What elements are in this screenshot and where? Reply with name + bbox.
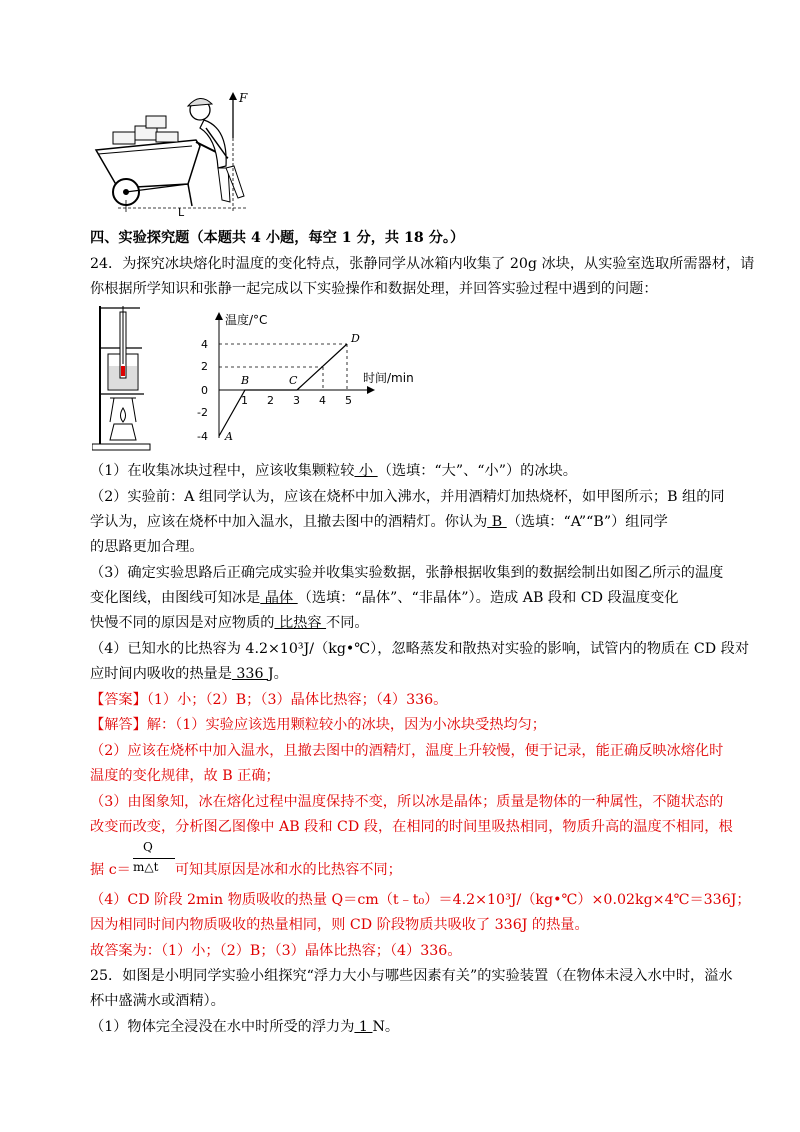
wheelbarrow-figure — [88, 88, 263, 218]
q24-part2-3: 的思路更加合理。 — [90, 539, 204, 555]
fraction-denominator: m△t — [133, 860, 159, 874]
q24-stem-2: 你根据所学知识和张静一起完成以下实验操作和数据处理，并回答实验过程中遇到的问题： — [90, 281, 658, 297]
answer-blank: 336 — [231, 666, 268, 682]
y-tick: 4 — [201, 338, 208, 351]
analysis-line-3: 温度的变化规律，故 B 正确； — [90, 768, 280, 784]
formula-fraction — [133, 840, 193, 880]
y-tick: -4 — [197, 430, 208, 443]
answer-blank: 晶体 — [260, 590, 298, 606]
analysis-line-1: 【解答】解：（1）实验应该选用颗粒较小的冰块，因为小冰块受热均匀； — [90, 717, 546, 733]
analysis-line-2: （2）应该在烧杯中加入温水，且撤去图中的酒精灯，温度上升较慢，便于记录，能正确反映冰熔化时 — [90, 743, 724, 759]
answer-tag: 【答案】 — [90, 692, 147, 708]
q24-part4-1: （4）已知水的比热容为 4.2×10³J/（kg•℃），忽略蒸发和散热对实验的影响，试管内的物质在 CD 段对 — [90, 641, 750, 657]
q24-part2-2: 学认为，应该在烧杯中加入温水，且撤去图中的酒精灯。你认为 B （选填：“A”“B”）组同学 — [90, 514, 668, 530]
y-tick: -2 — [197, 406, 208, 419]
q24-part3-3: 快慢不同的原因是对应物质的 比热容 不同。 — [90, 615, 369, 631]
x-tick: 1 — [241, 394, 248, 407]
q24-part3-2: 变化图线，由图线可知冰是 晶体 （选填：“晶体”、“非晶体”）。造成 AB 段和 CD 段温度变化 — [90, 590, 679, 606]
analysis-line-9: 故答案为：（1）小；（2）B；（3）晶体比热容；（4）336。 — [90, 943, 462, 959]
answer-line: 【答案】（1）小；（2）B；（3）晶体比热容；（4）336。 — [90, 692, 448, 708]
point-label-b: B — [241, 374, 250, 387]
q24-stem-1: 24．为探究冰块熔化时温度的变化特点，张静同学从冰箱内收集了 20g 冰块，从实验室选取所需器材，请 — [90, 256, 755, 272]
q24-part2-1: （2）实验前：A 组同学认为，应该在烧杯中加入沸水，并用酒精灯加热烧杯，如甲图所示；B 组的同 — [90, 489, 725, 505]
q24-part1: （1）在收集冰块过程中，应该收集颗粒较 小 （选填：“大”、“小”）的冰块。 — [90, 463, 577, 479]
analysis-line-6: 据 c＝ 可知其原因是冰和水的比热容不同； — [90, 862, 402, 878]
x-tick: 4 — [319, 394, 326, 407]
x-tick: 3 — [293, 394, 300, 407]
y-tick: 0 — [201, 384, 208, 397]
q25-stem-2: 杯中盛满水或酒精）。 — [90, 993, 225, 1009]
analysis-line-7: （4）CD 阶段 2min 物质吸收的热量 Q＝cm（t﹣t₀）＝4.2×10³J/（kg•℃）×0.02kg×4℃＝336J； — [90, 892, 751, 908]
q25-part1: （1）物体完全浸没在水中时所受的浮力为 1 N。 — [90, 1019, 400, 1035]
section-title: 四、实验探究题（本题共 4 小题，每空 1 分，共 18 分。） — [90, 230, 465, 246]
force-label: F — [239, 91, 248, 105]
analysis-line-8: 因为相同时间内物质吸收的热量相同，则 CD 阶段物质共吸收了 336J 的热量。 — [90, 917, 589, 933]
length-label: L — [178, 206, 185, 218]
temperature-graph — [195, 310, 445, 450]
analysis-tag: 【解答】 — [90, 717, 147, 733]
point-label-a: A — [225, 430, 233, 443]
analysis-line-4: （3）由图象知，冰在熔化过程中温度保持不变，所以冰是晶体；质量是物体的一种属性，不随状态的 — [90, 794, 724, 810]
x-tick: 2 — [267, 394, 274, 407]
answer-blank: B — [487, 514, 507, 530]
fraction-numerator: Q — [143, 840, 153, 854]
point-label-d: D — [351, 332, 360, 345]
q24-part3-1: （3）确定实验思路后正确完成实验并收集实验数据，张静根据收集到的数据绘制出如图乙所示的温度 — [90, 565, 724, 581]
q24-part4-2: 应时间内吸收的热量是 336 J。 — [90, 666, 288, 682]
answer-blank: 小 — [354, 463, 378, 479]
y-axis-label: 温度/°C — [225, 313, 268, 327]
answer-blank: 比热容 — [274, 615, 327, 631]
x-tick: 5 — [345, 394, 352, 407]
answer-blank: 1 — [354, 1019, 373, 1035]
analysis-line-5: 改变而改变，分析图乙图像中 AB 段和 CD 段，在相同的时间里吸热相同，物质升高的温度不相同，根 — [90, 819, 733, 835]
q25-stem-1: 25．如图是小明同学实验小组探究“浮力大小与哪些因素有关”的实验装置（在物体未浸入水中时，溢水 — [90, 968, 733, 984]
apparatus-figure — [92, 304, 154, 452]
x-axis-label: 时间/min — [363, 371, 414, 385]
point-label-c: C — [289, 374, 298, 387]
y-tick: 2 — [201, 360, 208, 373]
